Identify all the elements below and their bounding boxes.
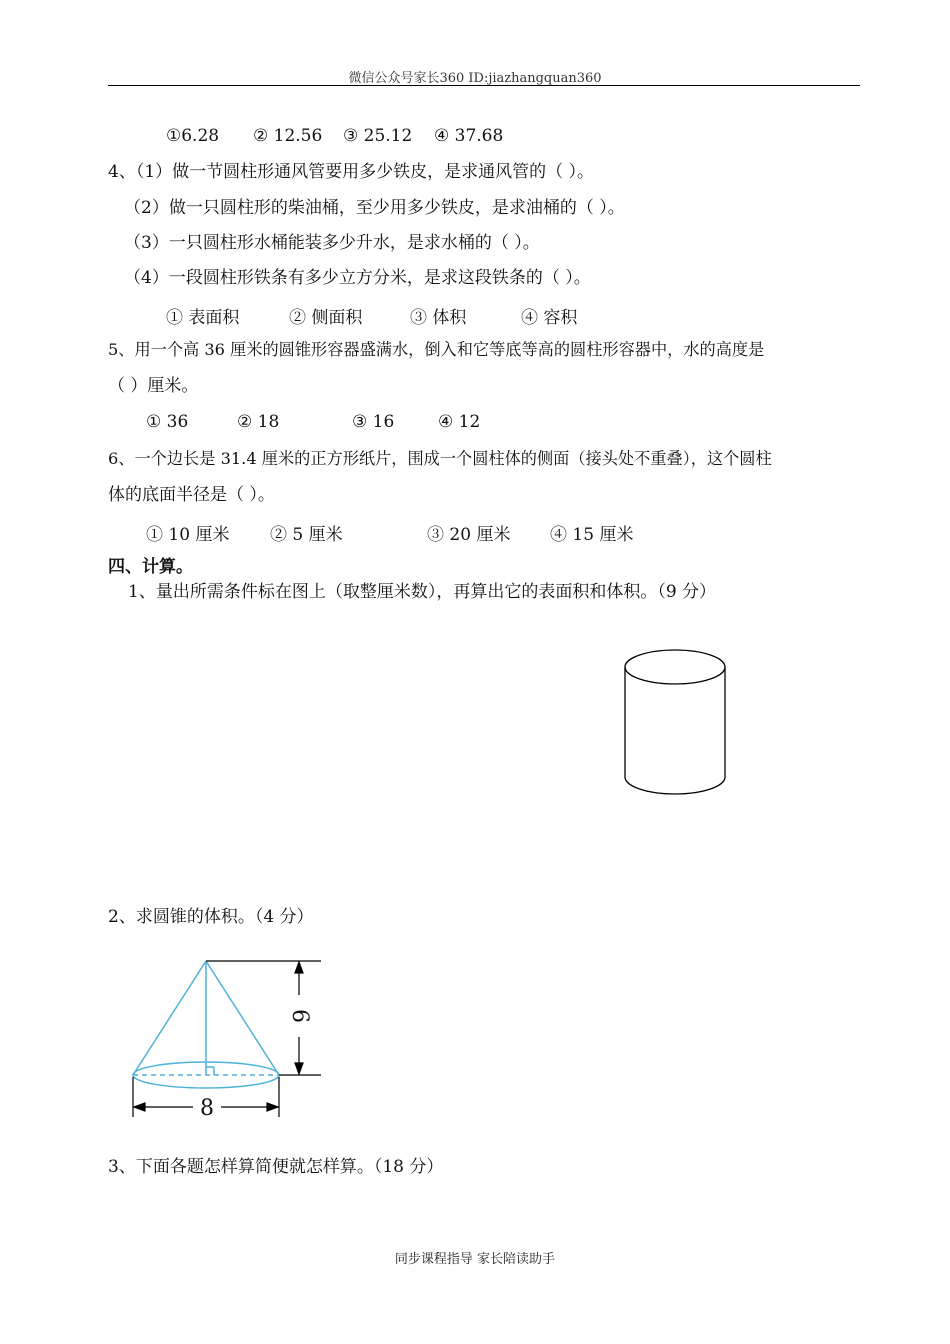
q3-option-4: ④ 37.68 [434, 126, 504, 146]
dim-width-arrow-right [267, 1103, 278, 1111]
q4-line-1: 4、（1）做一节圆柱形通风管要用多少铁皮，是求通风管的（ ）。 [108, 162, 595, 182]
cone-diameter-label: 8 [200, 1096, 214, 1121]
cone-figure [125, 955, 325, 1120]
q5-option-3: ③ 16 [352, 412, 395, 432]
q4-line-4: （4）一段圆柱形铁条有多少立方分米，是求这段铁条的（ ）。 [124, 268, 591, 288]
cylinder-top-ellipse [625, 650, 725, 684]
cone-left-slant [133, 961, 206, 1075]
cylinder-bottom-arc [625, 777, 725, 794]
q6-line-2: 体的底面半径是（ ）。 [108, 485, 275, 505]
section-4-problem-2: 2、求圆锥的体积。（4 分） [108, 907, 314, 927]
q5-option-2: ② 18 [237, 412, 280, 432]
dim-height-arrow-up [295, 962, 303, 973]
q5-option-4: ④ 12 [438, 412, 481, 432]
q6-option-3: ③ 20 厘米 [427, 525, 511, 545]
q4-line-2: （2）做一只圆柱形的柴油桶，至少用多少铁皮，是求油桶的（ ）。 [124, 198, 625, 218]
q5-line-1: 5、用一个高 36 厘米的圆锥形容器盛满水，倒入和它等底等高的圆柱形容器中，水的高度是 [108, 340, 765, 359]
q5-line-2: （ ）厘米。 [108, 376, 199, 396]
section-4-problem-1: 1、量出所需条件标在图上（取整厘米数），再算出它的表面积和体积。（9 分） [128, 582, 717, 602]
cone-right-slant [206, 961, 279, 1075]
q6-option-2: ② 5 厘米 [270, 525, 343, 545]
q4-option-3: ③ 体积 [410, 308, 467, 328]
q4-line-3: （3）一只圆柱形水桶能装多少升水，是求水桶的（ ）。 [124, 233, 540, 253]
q4-option-4: ④ 容积 [521, 308, 578, 328]
page-footer: 同步课程指导 家长陪读助手 [394, 1252, 556, 1267]
q6-option-4: ④ 15 厘米 [550, 525, 634, 545]
q3-option-3: ③ 25.12 [343, 126, 413, 146]
q3-option-2: ② 12.56 [253, 126, 323, 146]
cone-height-label: 6 [287, 1009, 312, 1023]
cylinder-figure [620, 645, 730, 800]
q6-option-1: ① 10 厘米 [146, 525, 230, 545]
q4-option-2: ② 侧面积 [289, 308, 363, 328]
q4-option-1: ① 表面积 [166, 308, 240, 328]
cone-base-front-arc [133, 1075, 279, 1088]
page-header: 微信公众号家长360 ID:jiazhangquan360 [348, 71, 602, 86]
header-rule [108, 85, 860, 86]
dim-height-arrow-down [295, 1063, 303, 1074]
dim-width-arrow-left [134, 1103, 145, 1111]
section-4-title: 四、计算。 [108, 557, 193, 577]
q6-line-1: 6、一个边长是 31.4 厘米的正方形纸片，围成一个圆柱体的侧面（接头处不重叠），这个圆柱 [108, 449, 772, 468]
q5-option-1: ① 36 [146, 412, 189, 432]
section-4-problem-3: 3、下面各题怎样算简便就怎样算。（18 分） [108, 1157, 444, 1177]
q3-option-1: ①6.28 [166, 126, 220, 146]
